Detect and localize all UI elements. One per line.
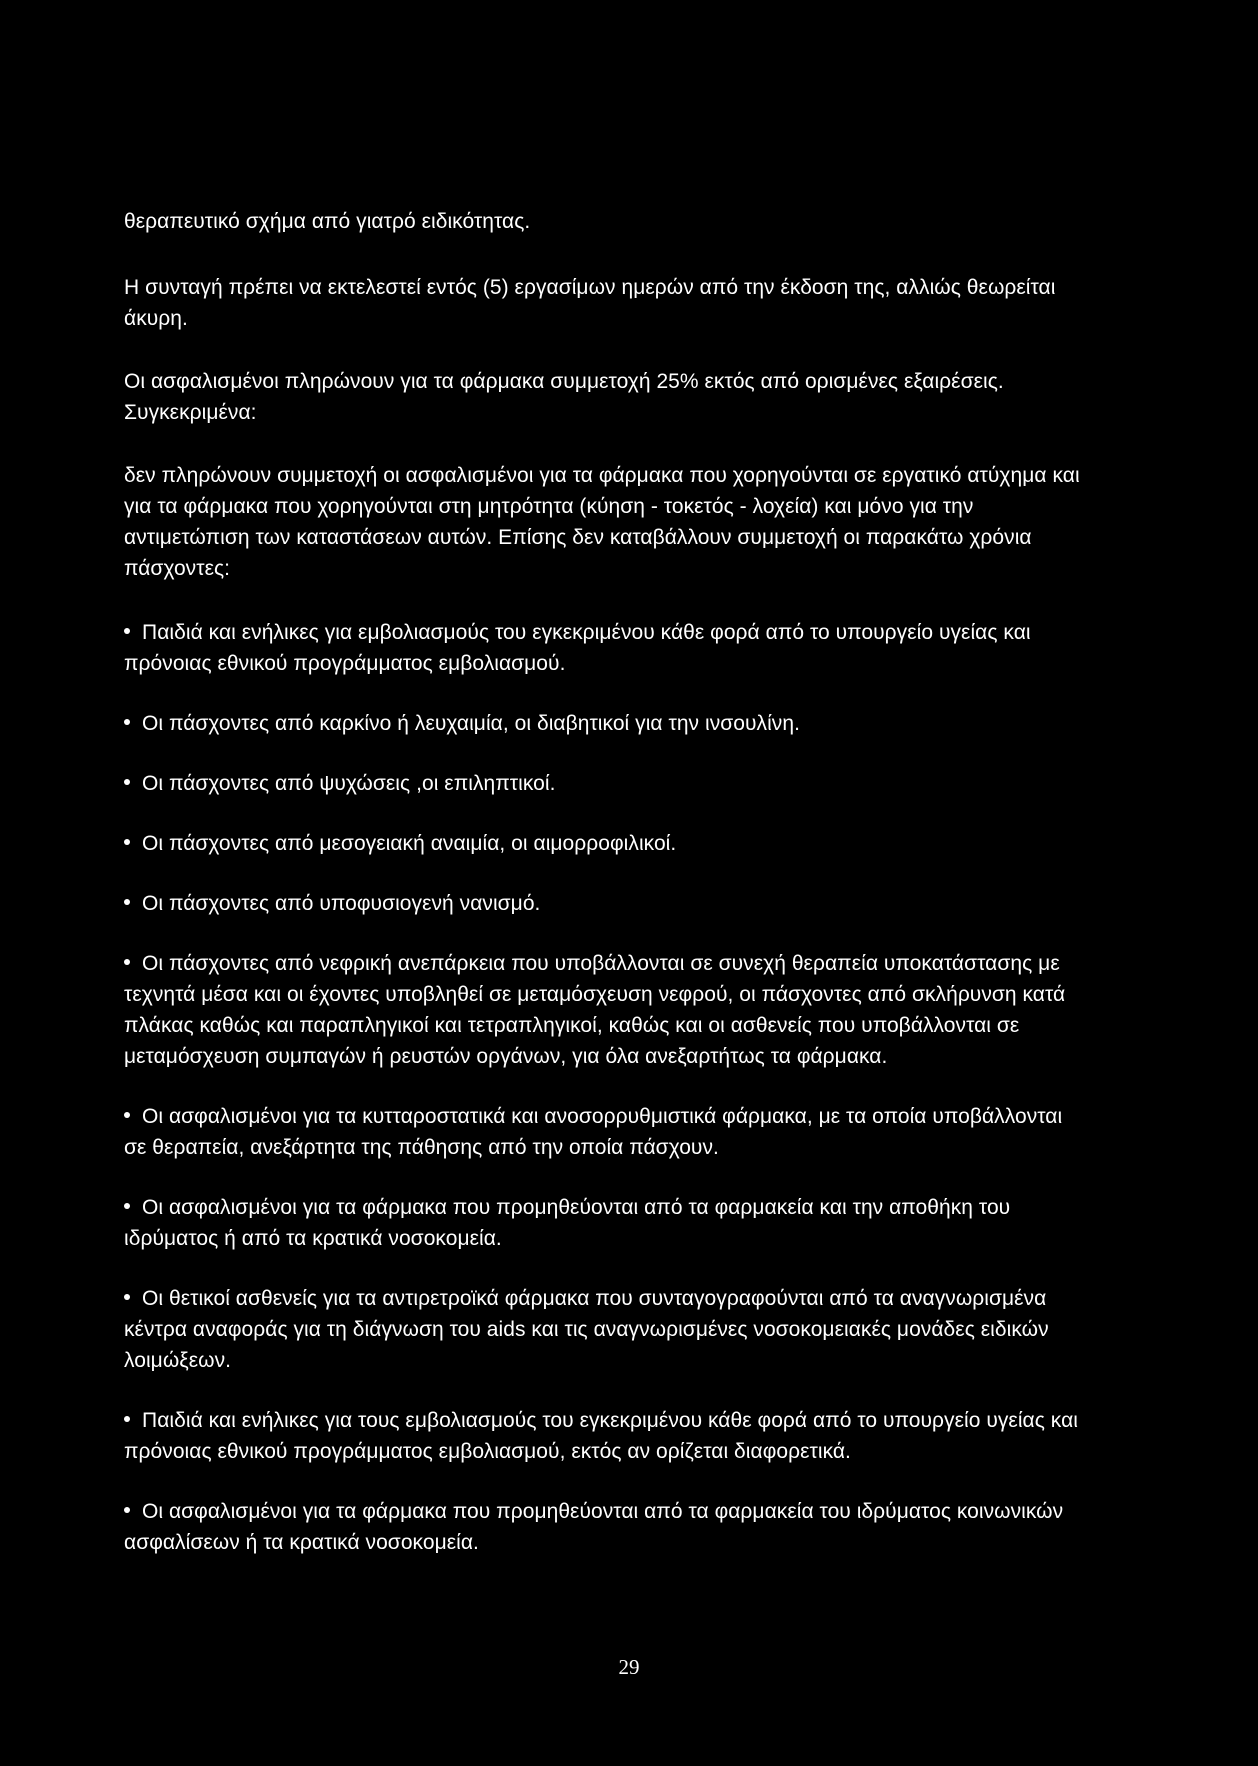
list-item-text: Οι πάσχοντες από υποφυσιογενή νανισμό. (142, 892, 541, 915)
paragraph-prescription-validity: Η συνταγή πρέπει να εκτελεστεί εντός (5) εργασίμων ημερών από την έκδοση της, αλλιώς θεωρείται άκυρη. (124, 276, 1056, 330)
list-item-text: Οι ασφαλισμένοι για τα κυτταροστατικά και ανοσορρυθμιστικά φάρμακα, με τα οποία υποβάλλονται σε θεραπεία, ανεξάρτητα της πάθησης από την οποία πάσχουν. (124, 1105, 1063, 1159)
bullet-icon (124, 1416, 130, 1422)
list-item (124, 888, 1084, 919)
list-item-text: Οι ασφαλισμένοι για τα φάρμακα που προμηθεύονται από τα φαρμακεία του ιδρύματος κοινωνικών ασφαλίσεων ή τα κρατικά νοσοκομεία. (124, 1500, 1064, 1554)
bullet-icon (124, 1294, 130, 1300)
exemption-list (124, 617, 1084, 1558)
bullet-icon (124, 899, 130, 905)
document-body (124, 206, 1084, 1587)
list-item (124, 708, 1084, 739)
paragraph-exemptions: δεν πληρώνουν συμμετοχή οι ασφαλισμένοι για τα φάρμακα που χορηγούνται σε εργατικό ατύχημα και για τα φάρμακα που χορηγούνται στη μητρότητα (κύηση - τοκετός - λοχεία) και μόνο για την αντιμετώπιση των καταστάσεων αυτών. Επίσης δεν καταβάλλουν συμμετοχή οι παρακάτω χρόνια πάσχοντες: (124, 464, 1080, 580)
list-item (124, 948, 1084, 1072)
list-item-text: Οι πάσχοντες από νεφρική ανεπάρκεια που υποβάλλονται σε συνεχή θεραπεία υποκατάστασης με τεχνητά μέσα και οι έχοντες υποβληθεί σε μεταμόσχευση νεφρού, οι πάσχοντες από σκλήρυνση κατά πλάκας καθώς και παραπληγικοί και τετραπληγικοί, καθώς και οι ασθενείς που υποβάλλονται σε μεταμόσχευση συμπαγών ή ρευστών οργάνων, για όλα ανεξαρτήτως τα φάρμακα. (124, 952, 1066, 1068)
bullet-icon (124, 779, 130, 785)
bullet-icon (124, 1507, 130, 1513)
bullet-icon (124, 839, 130, 845)
list-item-text: Οι πάσχοντες από ψυχώσεις ,οι επιληπτικοί. (142, 772, 556, 795)
page-number: 29 (618, 1655, 640, 1679)
paragraph-copayment: Οι ασφαλισμένοι πληρώνουν για τα φάρμακα συμμετοχή 25% εκτός από ορισμένες εξαιρέσεις. Συγκεκριμένα: (124, 370, 1004, 424)
bullet-icon (124, 628, 130, 634)
list-item (124, 768, 1084, 799)
list-item (124, 1283, 1084, 1376)
list-item (124, 1192, 1084, 1254)
list-item-text: Οι ασφαλισμένοι για τα φάρμακα που προμηθεύονται από τα φαρμακεία και την αποθήκη του ιδρύματος ή από τα κρατικά νοσοκομεία. (124, 1196, 1011, 1250)
list-item-text: Οι πάσχοντες από καρκίνο ή λευχαιμία, οι διαβητικοί για την ινσουλίνη. (142, 712, 800, 735)
list-item (124, 1405, 1084, 1467)
list-item-text: Παιδιά και ενήλικες για τους εμβολιασμούς του εγκεκριμένου κάθε φορά από το υπουργείο υγείας και πρόνοιας εθνικού προγράμματος εμβολιασμού, εκτός αν ορίζεται διαφορετικά. (124, 1409, 1078, 1463)
list-item-text: Οι πάσχοντες από μεσογειακή αναιμία, οι αιμορροφιλικοί. (142, 832, 677, 855)
bullet-icon (124, 1112, 130, 1118)
list-item-text: Οι θετικοί ασθενείς για τα αντιρετροϊκά φάρμακα που συνταγογραφούνται από τα αναγνωρισμένα κέντρα αναφοράς για τη διάγνωση του aids και τις αναγνωρισμένες νοσοκομειακές μονάδες ειδικών λοιμώξεων. (124, 1287, 1049, 1372)
bullet-icon (124, 719, 130, 725)
list-item (124, 828, 1084, 859)
list-item (124, 1496, 1084, 1558)
bullet-icon (124, 959, 130, 965)
list-item (124, 1101, 1084, 1163)
bullet-icon (124, 1203, 130, 1209)
list-item (124, 617, 1084, 679)
list-item-text: Παιδιά και ενήλικες για εμβολιασμούς του εγκεκριμένου κάθε φορά από το υπουργείο υγείας και πρόνοιας εθνικού προγράμματος εμβολιασμού. (124, 621, 1031, 675)
paragraph-regimen: θεραπευτικό σχήμα από γιατρό ειδικότητας. (124, 210, 531, 233)
